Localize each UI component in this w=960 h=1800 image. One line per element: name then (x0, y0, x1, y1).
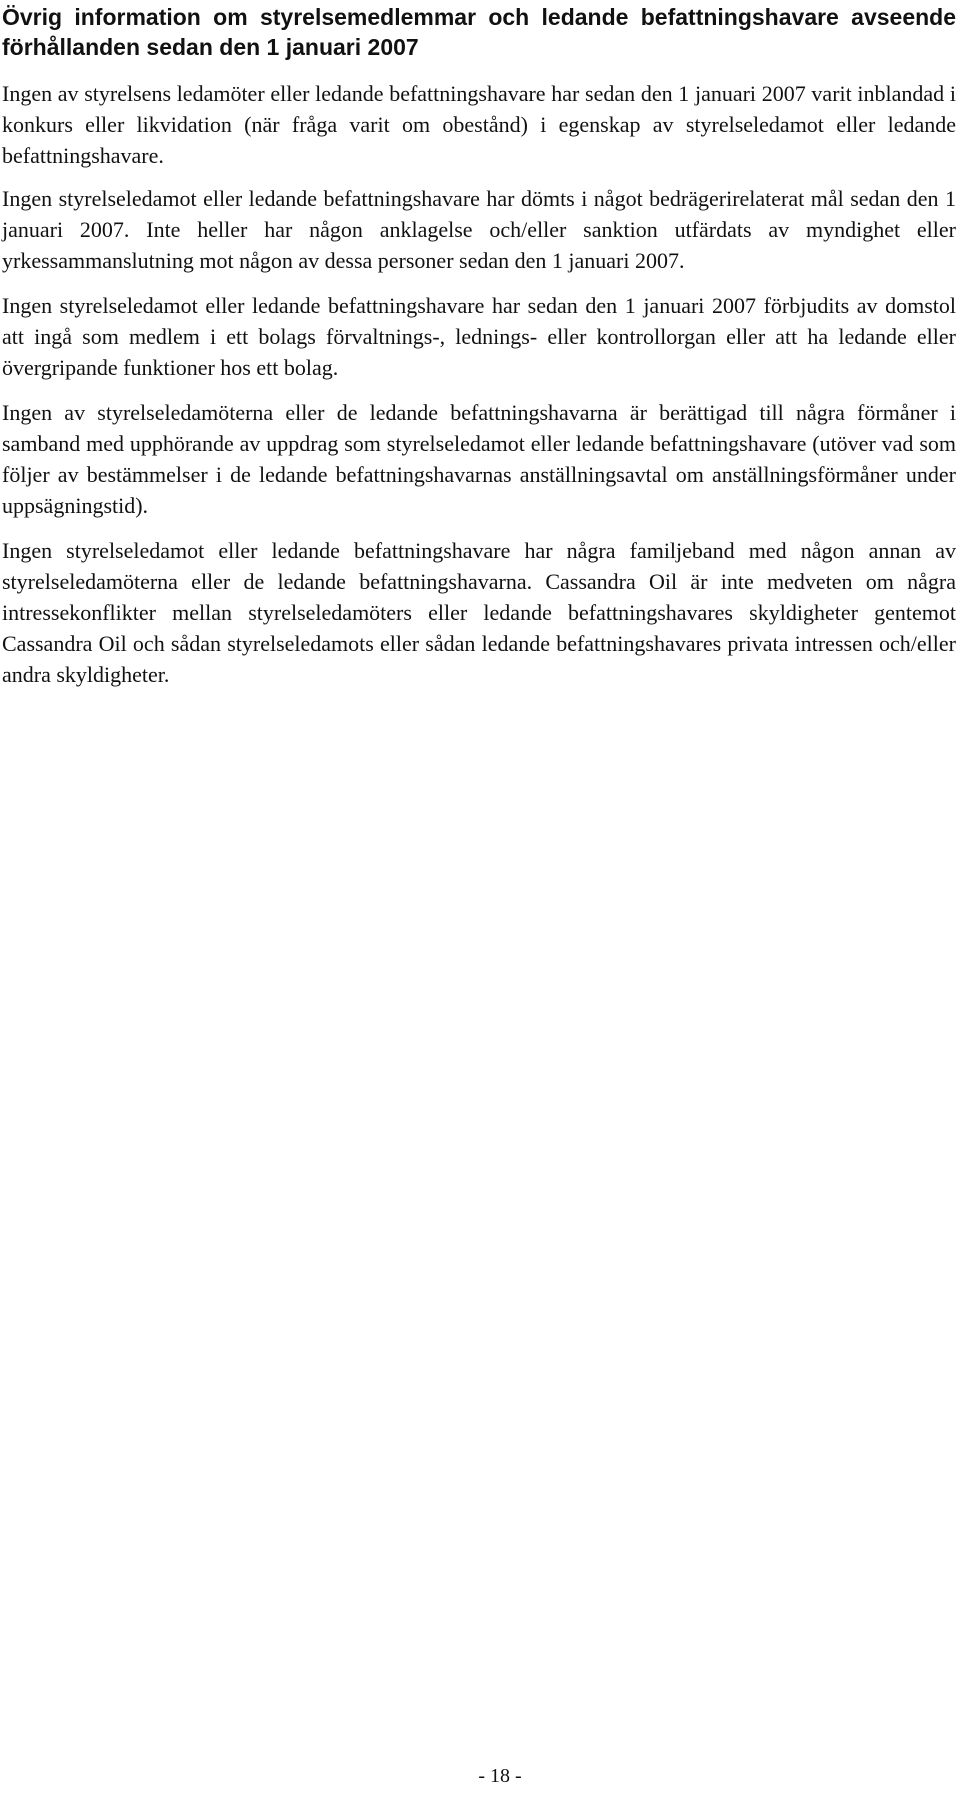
paragraph-bankruptcy: Ingen av styrelsens ledamöter eller ledande befattningshavare har sedan den 1 januari 2007 varit inblandad i konkurs eller likvidation (när fråga varit om obestånd) i egenskap av styrelseledamot eller ledande befattningshavare. (2, 81, 956, 168)
document-body (2, 2, 956, 704)
paragraph-court-prohibition: Ingen styrelseledamot eller ledande befattningshavare har sedan den 1 januari 2007 förbjudits av domstol att ingå som medlem i ett bolags förvaltnings-, lednings- eller kontrollorgan eller att ha ledande eller övergripande funktioner hos ett bolag. (2, 293, 956, 380)
paragraph-family-ties-conflicts: Ingen styrelseledamot eller ledande befattningshavare har några familjeband med någon annan av styrelseledamöterna eller de ledande befattningshavarna. Cassandra Oil är inte medveten om några intressekonflikter mellan styrelseledamöters eller ledande befattningshavares skyldigheter gentemot Cassandra Oil och sådan styrelseledamots eller sådan ledande befattningshavares privata intressen och/eller andra skyldigheter. (2, 538, 956, 687)
paragraph-fraud-convictions: Ingen styrelseledamot eller ledande befattningshavare har dömts i något bedrägerirelaterat mål sedan den 1 januari 2007. Inte heller har någon anklagelse och/eller sanktion utfärdats av myndighet eller yrkessammanslutning mot någon av dessa personer sedan den 1 januari 2007. (2, 186, 956, 273)
paragraph-termination-benefits: Ingen av styrelseledamöterna eller de ledande befattningshavarna är berättigad till några förmåner i samband med upphörande av uppdrag som styrelseledamot eller ledande befattningshavare (utöver vad som följer av bestämmelser i de ledande befattningshavarnas anställningsavtal om anställningsförmåner under uppsägningstid). (2, 400, 956, 518)
section-heading: Övrig information om styrelsemedlemmar och ledande befattningshavare avseende förhållanden sedan den 1 januari 2007 (2, 4, 956, 60)
page-number: - 18 - (478, 1765, 522, 1787)
